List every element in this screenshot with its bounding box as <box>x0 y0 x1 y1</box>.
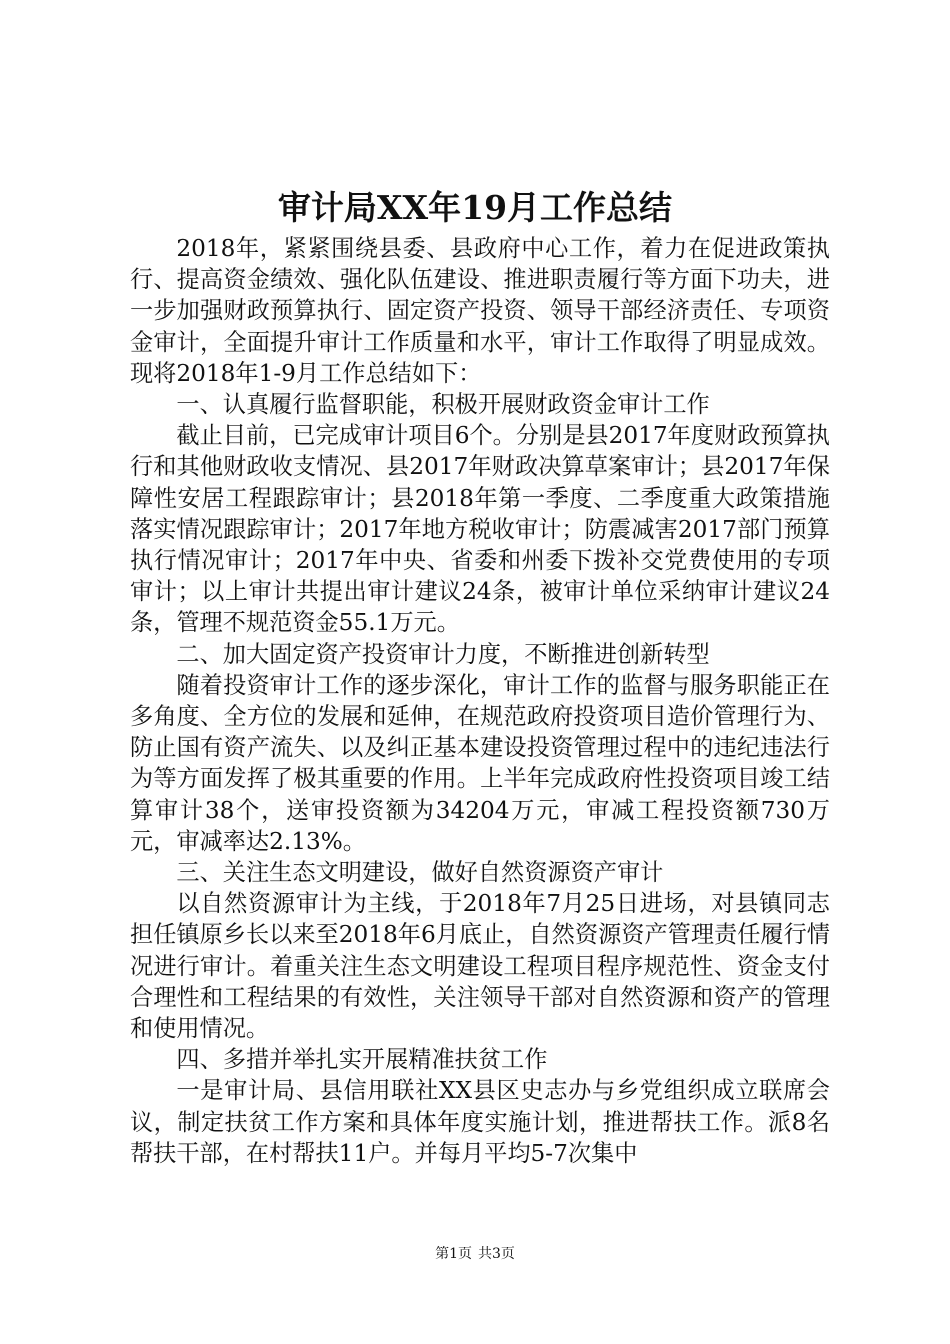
document-body <box>130 233 830 1169</box>
page-number: 第1页 <box>435 1246 472 1262</box>
section-heading-2: 二、加大固定资产投资审计力度，不断推进创新转型 <box>176 640 710 668</box>
section-heading-3: 三、关注生态文明建设，做好自然资源资产审计 <box>176 859 664 887</box>
section-paragraph-1: 截止目前，已完成审计项目6个。分别是县2017年度财政预算执行和其他财政收支情况、县2017年财政决算草案审计；县2017年保障性安居工程跟踪审计；县2018年第一季度、二季度重大政策措施落实情况跟踪审计；2017年地方税收审计；防震减害2017部门预算执行情况审计；2017年中央、省委和州委下拨补交党费使用的专项审计；以上审计共提出审计建议24条，被审计单位采纳审计建议24条，管理不规范资金55.1万元。 <box>130 422 830 637</box>
section-heading-1: 一、认真履行监督职能，积极开展财政资金审计工作 <box>176 391 710 419</box>
section-paragraph-3: 以自然资源审计为主线，于2018年7月25日进场，对县镇同志担任镇原乡长以来至2018年6月底止，自然资源资产管理责任履行情况进行审计。着重关注生态文明建设工程项目程序规范性、资金支付合理性和工程结果的有效性，关注领导干部对自然资源和资产的管理和使用情况。 <box>130 890 830 1043</box>
page-total: 共3页 <box>478 1246 515 1262</box>
intro-paragraph: 2018年，紧紧围绕县委、县政府中心工作，着力在促进政策执行、提高资金绩效、强化队伍建设、推进职责履行等方面下功夫，进一步加强财政预算执行、固定资产投资、领导干部经济责任、专项资金审计，全面提升审计工作质量和水平，审计工作取得了明显成效。现将2018年1-9月工作总结如下： <box>130 235 830 387</box>
document-title: 审计局XX年19月工作总结 <box>277 188 673 227</box>
section-heading-4: 四、多措并举扎实开展精准扶贫工作 <box>176 1046 548 1074</box>
section-paragraph-4: 一是审计局、县信用联社XX县区史志办与乡党组织成立联席会议，制定扶贫工作方案和具体年度实施计划，推进帮扶工作。派8名帮扶干部，在村帮扶11户。并每月平均5-7次集中 <box>130 1077 830 1167</box>
section-paragraph-2: 随着投资审计工作的逐步深化，审计工作的监督与服务职能正在多角度、全方位的发展和延伸，在规范政府投资项目造价管理行为、防止国有资产流失、以及纠正基本建设投资管理过程中的违纪违法行为等方面发挥了极其重要的作用。上半年完成政府性投资项目竣工结算审计38个，送审投资额为34204万元，审减工程投资额730万元，审减率达2.13%。 <box>130 671 830 855</box>
page-footer <box>0 1244 950 1264</box>
